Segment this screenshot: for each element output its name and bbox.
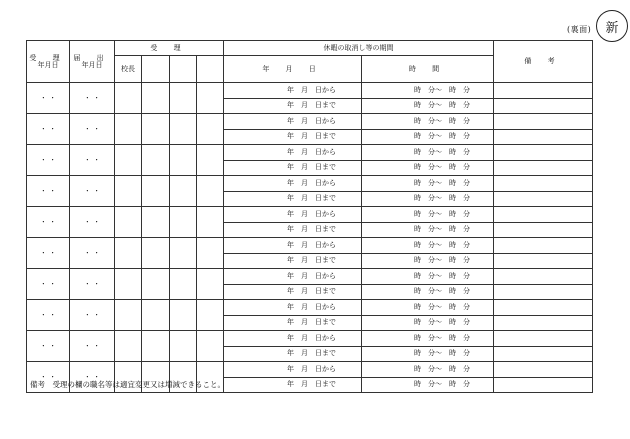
approver-4-stamp-cell[interactable] <box>197 269 224 300</box>
approver-2-stamp-cell[interactable] <box>142 145 170 176</box>
approver-4-stamp-cell[interactable] <box>197 300 224 331</box>
approver-col-3-header <box>170 56 197 83</box>
principal-stamp-cell[interactable] <box>115 114 142 145</box>
time-range-1-cell[interactable]: 時 分〜 時 分 <box>362 300 494 316</box>
approver-4-stamp-cell[interactable] <box>197 176 224 207</box>
time-range-2-cell[interactable]: 時 分〜 時 分 <box>362 98 494 114</box>
filed-date-cell[interactable]: ・ ・ <box>70 362 115 393</box>
time-range-2-cell[interactable]: 時 分〜 時 分 <box>362 377 494 393</box>
approver-2-stamp-cell[interactable] <box>142 300 170 331</box>
remarks-cell-2[interactable] <box>494 315 593 331</box>
remarks-cell-2[interactable] <box>494 191 593 207</box>
date-until-cell[interactable]: 年 月 日まで <box>224 222 362 238</box>
approver-col-2-header <box>142 56 170 83</box>
filed-date-cell[interactable]: ・ ・ <box>70 331 115 362</box>
date-until-cell[interactable]: 年 月 日まで <box>224 346 362 362</box>
cancel-period-header: 休暇の取消し等の期間 <box>224 41 494 56</box>
time-range-2-cell[interactable]: 時 分〜 時 分 <box>362 222 494 238</box>
received-date-header <box>27 41 70 83</box>
remarks-cell-2[interactable] <box>494 222 593 238</box>
time-range-2-cell[interactable]: 時 分〜 時 分 <box>362 315 494 331</box>
time-range-1-cell[interactable]: 時 分〜 時 分 <box>362 362 494 378</box>
remarks-cell-2[interactable] <box>494 346 593 362</box>
date-from-cell[interactable]: 年 月 日から <box>224 83 362 99</box>
approver-4-stamp-cell[interactable] <box>197 145 224 176</box>
principal-stamp-cell[interactable] <box>115 83 142 114</box>
principal-header: 校長 <box>115 56 142 83</box>
filed-date-cell[interactable]: ・ ・ <box>70 238 115 269</box>
date-from-cell[interactable]: 年 月 日から <box>224 114 362 130</box>
filed-date-cell[interactable]: ・ ・ <box>70 114 115 145</box>
approver-3-stamp-cell[interactable] <box>170 176 197 207</box>
date-from-cell[interactable]: 年 月 日から <box>224 207 362 223</box>
approver-3-stamp-cell[interactable] <box>170 83 197 114</box>
approver-2-stamp-cell[interactable] <box>142 114 170 145</box>
remarks-cell-2[interactable] <box>494 253 593 269</box>
date-until-cell[interactable]: 年 月 日まで <box>224 253 362 269</box>
received-date-cell[interactable]: ・ ・ <box>27 114 70 145</box>
approver-3-stamp-cell[interactable] <box>170 269 197 300</box>
remarks-cell-1[interactable] <box>494 238 593 254</box>
received-date-cell[interactable]: ・ ・ <box>27 300 70 331</box>
acceptance-header: 受 理 <box>115 41 224 56</box>
received-date-cell[interactable]: ・ ・ <box>27 362 70 393</box>
date-from-cell[interactable]: 年 月 日から <box>224 269 362 285</box>
date-until-cell[interactable]: 年 月 日まで <box>224 98 362 114</box>
filed-date-title: 届 出 <box>73 53 111 62</box>
approver-col-4-header <box>197 56 224 83</box>
received-date-cell[interactable]: ・ ・ <box>27 145 70 176</box>
principal-stamp-cell[interactable] <box>115 207 142 238</box>
approver-3-stamp-cell[interactable] <box>170 114 197 145</box>
table-row <box>27 83 593 99</box>
time-range-2-cell[interactable]: 時 分〜 時 分 <box>362 160 494 176</box>
received-date-cell[interactable]: ・ ・ <box>27 83 70 114</box>
date-from-cell[interactable]: 年 月 日から <box>224 362 362 378</box>
remarks-cell-1[interactable] <box>494 145 593 161</box>
time-range-2-cell[interactable]: 時 分〜 時 分 <box>362 253 494 269</box>
filed-date-cell[interactable]: ・ ・ <box>70 269 115 300</box>
filed-date-cell[interactable]: ・ ・ <box>70 145 115 176</box>
approver-2-stamp-cell[interactable] <box>142 238 170 269</box>
approver-2-stamp-cell[interactable] <box>142 176 170 207</box>
filed-date-cell[interactable]: ・ ・ <box>70 207 115 238</box>
received-date-cell[interactable]: ・ ・ <box>27 331 70 362</box>
filed-date-cell[interactable]: ・ ・ <box>70 83 115 114</box>
approver-4-stamp-cell[interactable] <box>197 114 224 145</box>
badge-text: 新 <box>605 20 619 36</box>
principal-stamp-cell[interactable] <box>115 331 142 362</box>
table-row <box>27 176 593 192</box>
received-date-cell[interactable]: ・ ・ <box>27 176 70 207</box>
time-range-1-cell[interactable]: 時 分〜 時 分 <box>362 238 494 254</box>
principal-stamp-cell[interactable] <box>115 145 142 176</box>
approver-4-stamp-cell[interactable] <box>197 331 224 362</box>
table-row <box>27 331 593 347</box>
remarks-cell-1[interactable] <box>494 331 593 347</box>
time-range-2-cell[interactable]: 時 分〜 時 分 <box>362 129 494 145</box>
received-date-cell[interactable]: ・ ・ <box>27 207 70 238</box>
principal-stamp-cell[interactable] <box>115 238 142 269</box>
leave-cancellation-table <box>26 40 593 393</box>
received-date-cell[interactable]: ・ ・ <box>27 269 70 300</box>
table-row <box>27 269 593 285</box>
remarks-cell-1[interactable] <box>494 176 593 192</box>
approver-4-stamp-cell[interactable] <box>197 238 224 269</box>
approver-2-stamp-cell[interactable] <box>142 83 170 114</box>
time-range-1-cell[interactable]: 時 分〜 時 分 <box>362 114 494 130</box>
approver-3-stamp-cell[interactable] <box>170 238 197 269</box>
table-row <box>27 114 593 130</box>
approver-4-stamp-cell[interactable] <box>197 83 224 114</box>
approver-3-stamp-cell[interactable] <box>170 331 197 362</box>
date-from-cell[interactable]: 年 月 日から <box>224 238 362 254</box>
time-range-2-cell[interactable]: 時 分〜 時 分 <box>362 346 494 362</box>
new-form-badge <box>596 10 628 42</box>
time-col-header: 時 間 <box>362 56 494 83</box>
remarks-cell-1[interactable] <box>494 362 593 378</box>
remarks-header: 備 考 <box>494 41 593 83</box>
date-until-cell[interactable]: 年 月 日まで <box>224 160 362 176</box>
date-until-cell[interactable]: 年 月 日まで <box>224 315 362 331</box>
table-row <box>27 145 593 161</box>
filed-date-cell[interactable]: ・ ・ <box>70 176 115 207</box>
date-from-cell[interactable]: 年 月 日から <box>224 331 362 347</box>
principal-stamp-cell[interactable] <box>115 176 142 207</box>
approver-3-stamp-cell[interactable] <box>170 207 197 238</box>
date-from-cell[interactable]: 年 月 日から <box>224 176 362 192</box>
remarks-cell-2[interactable] <box>494 98 593 114</box>
time-range-1-cell[interactable]: 時 分〜 時 分 <box>362 145 494 161</box>
remarks-cell-1[interactable] <box>494 269 593 285</box>
remarks-cell-2[interactable] <box>494 160 593 176</box>
remarks-cell-1[interactable] <box>494 300 593 316</box>
time-range-1-cell[interactable]: 時 分〜 時 分 <box>362 207 494 223</box>
remarks-cell-2[interactable] <box>494 377 593 393</box>
time-range-1-cell[interactable]: 時 分〜 時 分 <box>362 331 494 347</box>
approver-2-stamp-cell[interactable] <box>142 331 170 362</box>
principal-stamp-cell[interactable] <box>115 300 142 331</box>
table-row <box>27 238 593 254</box>
received-date-sub: 年月日 <box>37 60 59 69</box>
date-until-cell[interactable]: 年 月 日まで <box>224 377 362 393</box>
date-until-cell[interactable]: 年 月 日まで <box>224 284 362 300</box>
filed-date-sub: 年月日 <box>81 60 103 69</box>
remarks-cell-1[interactable] <box>494 207 593 223</box>
filed-date-cell[interactable]: ・ ・ <box>70 300 115 331</box>
remarks-cell-1[interactable] <box>494 83 593 99</box>
table-row <box>27 362 593 378</box>
time-range-2-cell[interactable]: 時 分〜 時 分 <box>362 191 494 207</box>
filed-date-header <box>70 41 115 83</box>
side-label: (裏面) <box>567 25 592 34</box>
approver-3-stamp-cell[interactable] <box>170 145 197 176</box>
approver-4-stamp-cell[interactable] <box>197 207 224 238</box>
time-range-1-cell[interactable]: 時 分〜 時 分 <box>362 176 494 192</box>
date-col-header: 年 月 日 <box>224 56 362 83</box>
principal-stamp-cell[interactable] <box>115 269 142 300</box>
received-date-cell[interactable]: ・ ・ <box>27 238 70 269</box>
date-from-cell[interactable]: 年 月 日から <box>224 300 362 316</box>
approver-2-stamp-cell[interactable] <box>142 207 170 238</box>
received-date-title: 受 理 <box>29 53 67 62</box>
date-from-cell[interactable]: 年 月 日から <box>224 145 362 161</box>
remarks-cell-1[interactable] <box>494 114 593 130</box>
time-range-2-cell[interactable]: 時 分〜 時 分 <box>362 284 494 300</box>
date-until-cell[interactable]: 年 月 日まで <box>224 129 362 145</box>
date-until-cell[interactable]: 年 月 日まで <box>224 191 362 207</box>
approver-2-stamp-cell[interactable] <box>142 269 170 300</box>
approver-3-stamp-cell[interactable] <box>170 300 197 331</box>
footer-note: 備考 受理の欄の職名等は適宜変更又は増減できること。 <box>30 380 225 389</box>
time-range-1-cell[interactable]: 時 分〜 時 分 <box>362 269 494 285</box>
table-row <box>27 300 593 316</box>
remarks-cell-2[interactable] <box>494 284 593 300</box>
table-row <box>27 207 593 223</box>
time-range-1-cell[interactable]: 時 分〜 時 分 <box>362 83 494 99</box>
remarks-cell-2[interactable] <box>494 129 593 145</box>
